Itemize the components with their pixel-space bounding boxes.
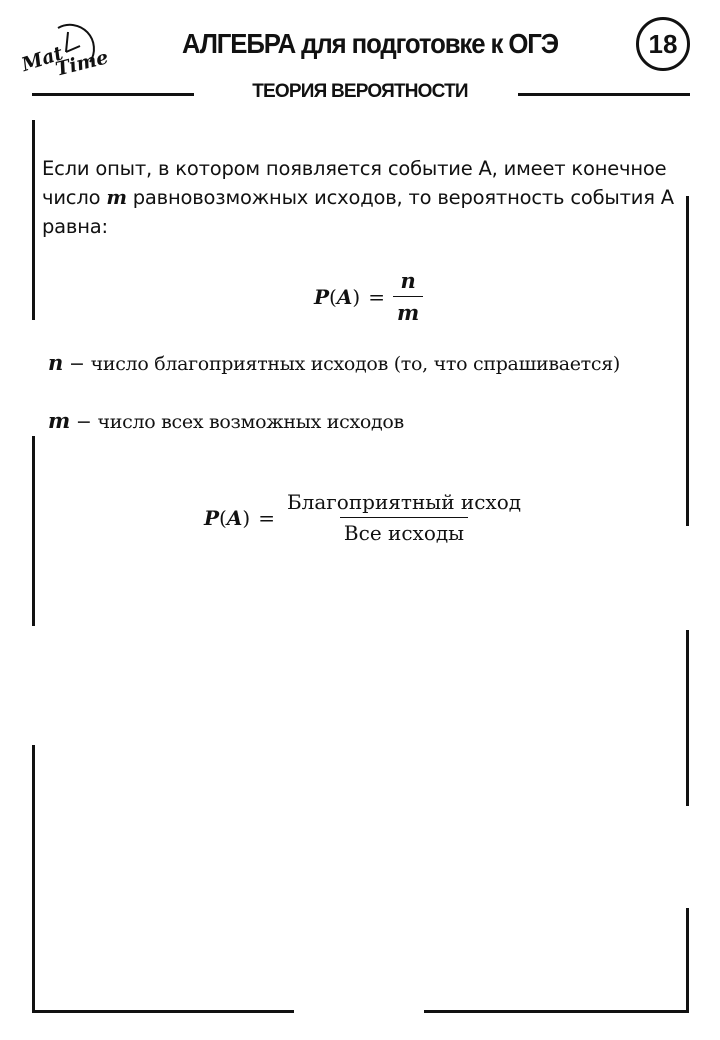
formula-fraction xyxy=(393,268,423,325)
page-title: АЛГЕБРА для подготовке к ОГЭ xyxy=(182,28,558,59)
definition-m: m − число всех возможных исходов xyxy=(48,408,404,433)
frame-bar-right-top xyxy=(686,196,689,526)
formula2-denominator: Все исходы xyxy=(340,517,468,545)
formula2-fraction xyxy=(283,490,525,545)
formula2-equals: = xyxy=(258,505,275,530)
frame-bar-left-middle xyxy=(32,436,35,626)
frame-bar-right-bottom xyxy=(686,908,689,1013)
formula-numerator: n xyxy=(400,268,416,293)
logo-text-mat: Mat xyxy=(18,42,66,77)
frame-bar-bottom-left xyxy=(32,1010,294,1013)
header-rule-right xyxy=(518,93,690,96)
header-rule-left xyxy=(32,93,194,96)
mattime-logo xyxy=(18,22,111,82)
frame-bar-left-bottom xyxy=(32,745,35,1013)
logo-text-time: Time xyxy=(53,46,111,81)
formula2-numerator: Благоприятный исход xyxy=(286,490,522,514)
probability-formula-words xyxy=(204,490,525,545)
probability-formula xyxy=(314,268,423,325)
formula-denominator: m xyxy=(393,296,423,325)
frame-bar-right-middle xyxy=(686,630,689,806)
formula2-lhs: P(A) xyxy=(204,505,251,530)
page-number-badge: 18 xyxy=(636,17,690,71)
formula-equals: = xyxy=(368,284,385,309)
intro-variable-m: m xyxy=(106,186,127,209)
frame-bar-left-top xyxy=(32,120,35,320)
formula-lhs: P(A) xyxy=(314,284,361,309)
section-subtitle: ТЕОРИЯ ВЕРОЯТНОСТИ xyxy=(252,81,468,102)
definition-n: n − число благоприятных исходов (то, что спрашивается) xyxy=(48,350,621,375)
intro-paragraph: Если опыт, в котором появляется событие А, имеет конечное число m равновозможных исходов, то вероятность события А равна: xyxy=(42,157,674,238)
frame-bar-bottom-right xyxy=(424,1010,689,1013)
